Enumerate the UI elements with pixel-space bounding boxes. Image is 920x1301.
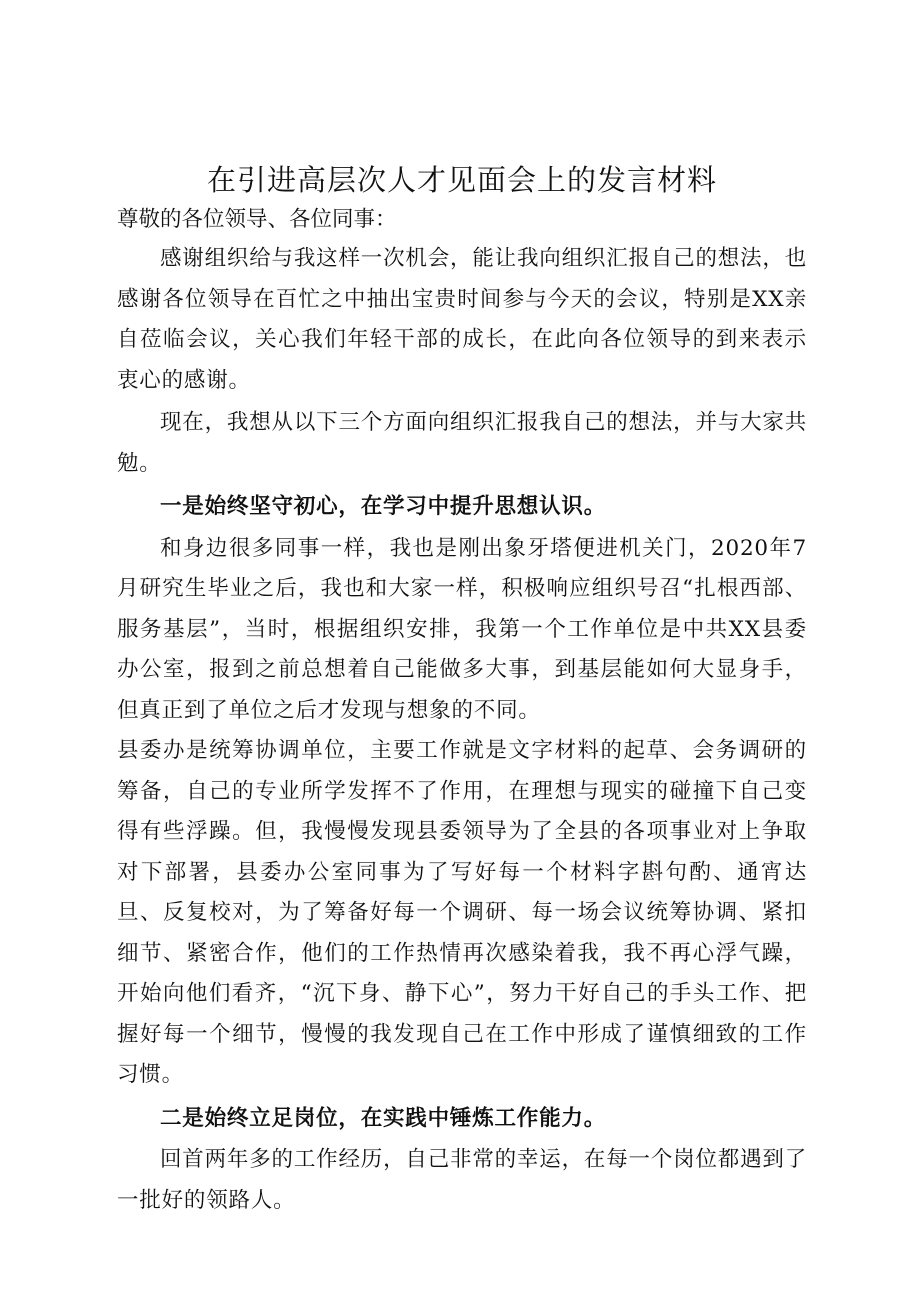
section-heading-1: 一是始终坚守初心，在学习中提升思想认识。 [160,494,607,519]
salutation: 尊敬的各位领导、各位同事： [117,207,397,232]
document-title: 在引进高层次人才见面会上的发言材料 [206,163,717,197]
paragraph-experience: 和身边很多同事一样，我也是刚出象牙塔便进机关门，2020年7月研究生毕业之后，我也和大家一样，积极响应组织号召“扎根西部、服务基层”，当时，根据组织安排，我第一个工作单位是中共XX县委办公室，报到之前总想着自己能做多大事，到基层能如何大显身手，但真正到了单位之后才发现与想象的不同。 [117,535,807,723]
paragraph-thanks: 感谢组织给与我这样一次机会，能让我向组织汇报自己的想法，也感谢各位领导在百忙之中抽出宝贵时间参与今天的会议，特别是XX亲自莅临会议，关心我们年轻干部的成长，在此向各位领导的到来表示衷心的感谢。 [117,246,807,393]
document-page [117,150,807,1221]
paragraph-review: 回首两年多的工作经历，自己非常的幸运，在每一个岗位都遇到了一批好的领路人。 [117,1147,807,1213]
section-heading-2: 二是始终立足岗位，在实践中锤炼工作能力。 [160,1105,607,1131]
paragraph-intro: 现在，我想从以下三个方面向组织汇报我自己的想法，并与大家共勉。 [117,410,807,476]
paragraph-county-office: 县委办是统筹协调单位，主要工作就是文字材料的起草、会务调研的筹备，自己的专业所学发挥不了作用，在理想与现实的碰撞下自己变得有些浮躁。但，我慢慢发现县委领导为了全县的各项事业对上争取对下部署，县委办公室同事为了写好每一个材料字斟句酌、通宵达旦、反复校对，为了筹备好每一个调研、每一场会议统筹协调、紧扣细节、紧密合作，他们的工作热情再次感染着我，我不再心浮气躁，开始向他们看齐，“沉下身、静下心”，努力干好自己的手头工作、把握好每一个细节，慢慢的我发现自己在工作中形成了谨慎细致的工作习惯。 [117,738,807,1087]
